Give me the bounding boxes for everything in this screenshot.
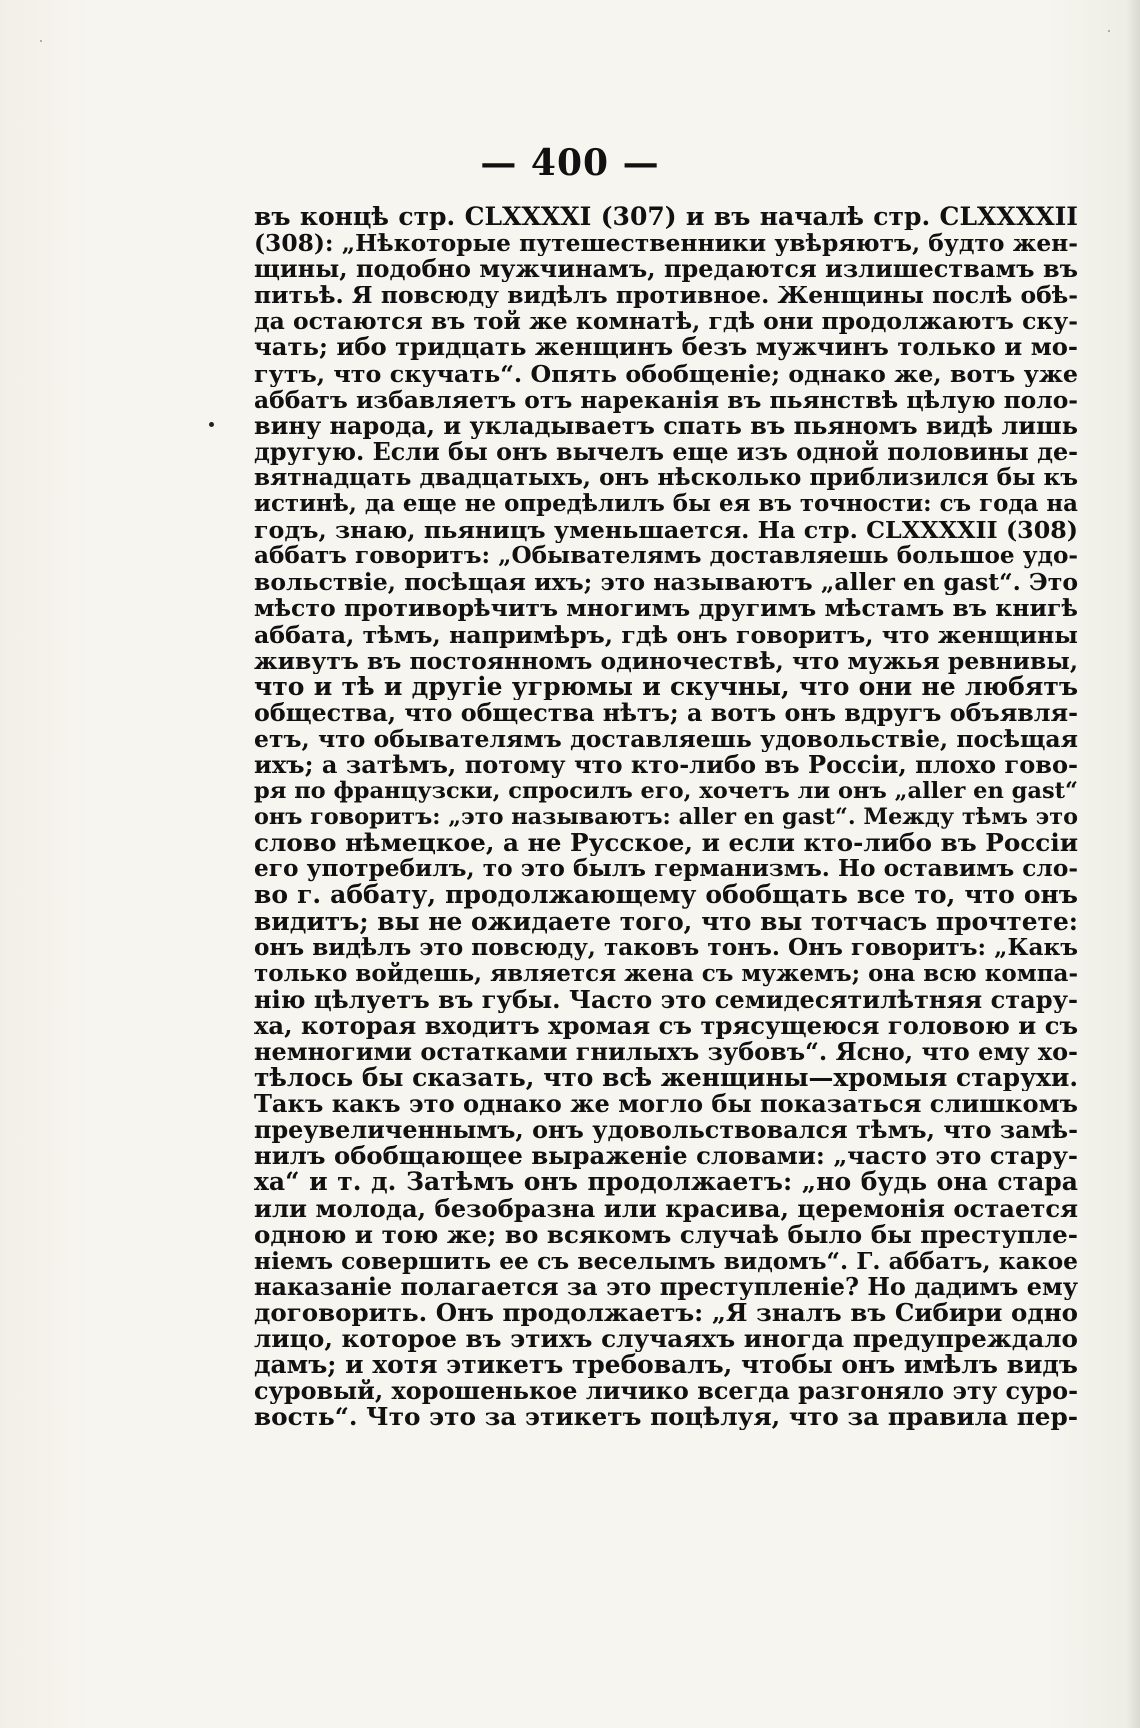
text-line: дамъ; и хотя этикетъ требовалъ, чтобы онъ имѣлъ видъ (254, 1352, 1078, 1379)
text-line: ихъ; а затѣмъ, потому что кто-либо въ Россіи, плохо гово- (254, 751, 1078, 779)
text-line: ря по французски, спросилъ его, хочетъ ли онъ „aller en gast“ (254, 778, 1078, 805)
text-line: другую. Если бы онъ вычелъ еще изъ одной половины де- (254, 438, 1078, 465)
text-line: одною и тою же; во всякомъ случаѣ было бы преступле- (254, 1221, 1078, 1248)
text-line: тѣлось бы сказать, что всѣ женщины—хромыя старухи. (254, 1065, 1078, 1092)
text-line: щины, подобно мужчинамъ, предаются излишествамъ въ (254, 256, 1078, 283)
text-line: годъ, знаю, пьяницъ уменьшается. На стр. CLXXXXII (308) (254, 517, 1078, 544)
text-line: нилъ обобщающее выраженіе словами: „часто это стару- (254, 1143, 1078, 1170)
text-line: договорить. Онъ продолжаетъ: „Я зналъ въ Сибири одно (254, 1299, 1078, 1327)
text-line: онъ говоритъ: „это называютъ: aller en gast“. Между тѣмъ это (254, 804, 1078, 831)
body-text (254, 204, 1078, 1430)
text-line: ніемъ совершить ее съ веселымъ видомъ“. Г. аббатъ, какое (254, 1247, 1078, 1274)
text-line: вольствіе, посѣщая ихъ; это называютъ „aller en gast“. Это (254, 569, 1078, 596)
text-line: нію цѣлуетъ въ губы. Часто это семидесятилѣтняя стару- (254, 986, 1078, 1013)
text-line: видитъ; вы не ожидаете того, что вы тотчасъ прочтете: (254, 908, 1078, 935)
scan-speck (40, 40, 42, 42)
text-line: етъ, что обывателямъ доставляешь удовольствіе, посѣщая (254, 725, 1078, 752)
page-edge-shadow (1126, 0, 1140, 1728)
text-line: слово нѣмецкое, а не Русское, и если кто-либо въ Россіи (254, 830, 1078, 857)
text-line: истинѣ, да еще не опредѣлилъ бы ея въ точности: съ года на (254, 491, 1078, 518)
text-line: живутъ въ постоянномъ одиночествѣ, что мужья ревнивы, (254, 647, 1078, 674)
text-line: преувеличеннымъ, онъ удовольствовался тѣмъ, что замѣ- (254, 1117, 1078, 1144)
text-line: онъ видѣлъ это повсюду, таковъ тонъ. Онъ говоритъ: „Какъ (254, 934, 1078, 961)
margin-mark (209, 422, 214, 427)
text-line: ха, которая входитъ хромая съ трясущеюся головою и съ (254, 1012, 1078, 1039)
text-line: суровый, хорошенькое личико всегда разгоняло эту суро- (254, 1378, 1078, 1405)
page-number: — 400 — (480, 142, 660, 184)
text-line: вятнадцать двадцатыхъ, онъ нѣсколько приблизился бы къ (254, 464, 1078, 491)
text-line: ха“ и т. д. Затѣмъ онъ продолжаетъ: „но будь она стара (254, 1169, 1078, 1196)
text-line: аббатъ говоритъ: „Обывателямъ доставляешь большое удо- (254, 543, 1078, 570)
text-line: только войдешь, является жена съ мужемъ; она всю компа- (254, 960, 1078, 987)
text-line: вость“. Что это за этикетъ поцѣлуя, что за правила пер- (254, 1404, 1078, 1431)
text-line: мѣсто противорѣчитъ многимъ другимъ мѣстамъ въ книгѣ (254, 595, 1078, 622)
text-line: въ концѣ стр. CLXXXXI (307) и въ началѣ стр. CLXXXXII (254, 204, 1078, 231)
text-line: вину народа, и укладываетъ спать въ пьяномъ видѣ лишь (254, 412, 1078, 439)
text-line: аббата, тѣмъ, напримѣръ, гдѣ онъ говоритъ, что женщины (254, 621, 1078, 648)
text-line: чать; ибо тридцать женщинъ безъ мужчинъ только и мо- (254, 334, 1078, 361)
text-line: немногими остатками гнилыхъ зубовъ“. Ясно, что ему хо- (254, 1039, 1078, 1066)
text-line: питьѣ. Я повсюду видѣлъ противное. Женщины послѣ обѣ- (254, 282, 1078, 309)
text-line: общества, что общества нѣтъ; а вотъ онъ вдругъ объявля- (254, 699, 1078, 726)
text-line: лицо, которое въ этихъ случаяхъ иногда предупреждало (254, 1326, 1078, 1353)
text-line: или молода, безобразна или красива, церемонія остается (254, 1195, 1078, 1222)
text-line: наказаніе полагается за это преступленіе? Но дадимъ ему (254, 1273, 1078, 1300)
text-line: во г. аббату, продолжающему обобщать все то, что онъ (254, 882, 1078, 909)
text-line: его употребилъ, то это былъ германизмъ. Но оставимъ сло- (254, 856, 1078, 883)
text-line: гутъ, что скучать“. Опять обобщеніе; однако же, вотъ уже (254, 360, 1078, 387)
text-line: да остаются въ той же комнатѣ, гдѣ они продолжаютъ ску- (254, 308, 1078, 335)
text-line: Такъ какъ это однако же могло бы показаться слишкомъ (254, 1091, 1078, 1118)
text-line: что и тѣ и другіе угрюмы и скучны, что они не любятъ (254, 673, 1078, 700)
scan-speck (1108, 30, 1110, 32)
text-line: аббатъ избавляетъ отъ нареканія въ пьянствѣ цѣлую поло- (254, 386, 1078, 413)
text-line: (308): „Нѣкоторые путешественники увѣряютъ, будто жен- (254, 230, 1078, 257)
